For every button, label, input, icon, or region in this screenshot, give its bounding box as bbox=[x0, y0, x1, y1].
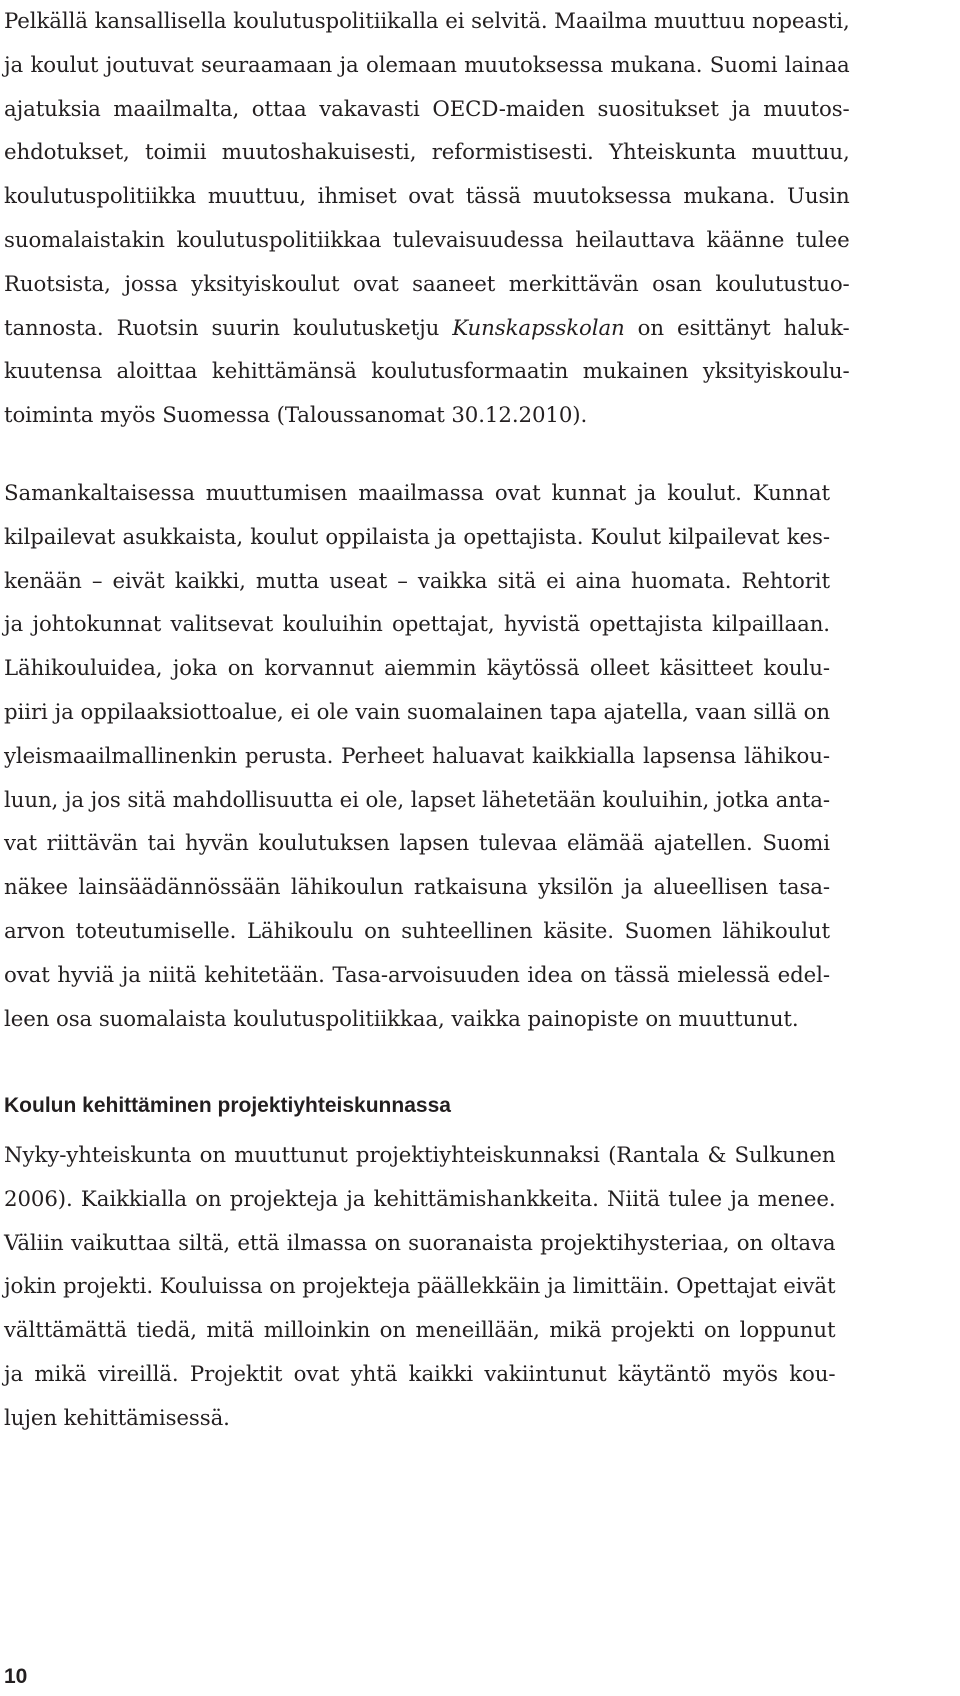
text-segment: vat riittävän tai hyvän koulutuksen lapsen tulevaa elämää ajatellen. Suomi bbox=[4, 831, 830, 857]
text-segment: kenään – eivät kaikki, mutta useat – vaikka sitä ei aina huomata. Rehtorit bbox=[4, 568, 830, 594]
text-line bbox=[4, 1178, 836, 1222]
text-line bbox=[4, 910, 830, 954]
text-segment: toiminta myös Suomessa (Taloussanomat 30.12.2010). bbox=[4, 403, 588, 429]
text-segment: on esittänyt haluk- bbox=[624, 315, 850, 341]
paragraph-3 bbox=[4, 1134, 836, 1441]
text-segment: Nyky-yhteiskunta on muuttunut projektiyhteiskunnaksi (Rantala & Sulkunen bbox=[4, 1143, 836, 1168]
text-line bbox=[4, 1134, 836, 1178]
text-line bbox=[4, 350, 850, 394]
text-segment: leen osa suomalaista koulutuspolitiikkaa, vaikka painopiste on muuttunut. bbox=[4, 1006, 799, 1032]
text-segment: ja koulut joutuvat seuraamaan ja olemaan muutoksessa mukana. Suomi lainaa bbox=[4, 52, 850, 78]
text-segment: tannosta. Ruotsin suurin koulutusketju bbox=[4, 315, 453, 341]
text-segment: ja mikä vireillä. Projektit ovat yhtä kaikki vakiintunut käytäntö myös kou- bbox=[4, 1361, 836, 1387]
text-line bbox=[4, 691, 830, 735]
text-line bbox=[4, 998, 830, 1042]
text-segment: luun, ja jos sitä mahdollisuutta ei ole, lapset lähetetään kouluihin, jotka anta- bbox=[4, 787, 830, 813]
text-line bbox=[4, 866, 830, 910]
text-line bbox=[4, 822, 830, 866]
text-segment: ajatuksia maailmalta, ottaa vakavasti OECD-maiden suositukset ja muutos- bbox=[4, 96, 850, 122]
text-segment: Samankaltaisessa muuttumisen maailmassa ovat kunnat ja koulut. Kunnat bbox=[4, 481, 830, 506]
text-line bbox=[4, 394, 850, 438]
text-segment: Lähikouluidea, joka on korvannut aiemmin käytössä olleet käsitteet koulu- bbox=[4, 656, 830, 682]
text-line bbox=[4, 1265, 836, 1309]
text-segment: jokin projekti. Kouluissa on projekteja päällekkäin ja limittäin. Opettajat eivät bbox=[4, 1274, 836, 1300]
text-line bbox=[4, 175, 850, 219]
text-segment: yleismaailmallinenkin perusta. Perheet haluavat kaikkialla lapsensa lähikou- bbox=[4, 743, 830, 769]
italic-text: Kunskapsskolan bbox=[452, 315, 625, 341]
text-line bbox=[4, 735, 830, 779]
text-line bbox=[4, 647, 830, 691]
text-segment: kilpailevat asukkaista, koulut oppilaista ja opettajista. Koulut kilpailevat kes- bbox=[4, 524, 830, 550]
text-segment: lujen kehittämisessä. bbox=[4, 1405, 230, 1431]
text-line bbox=[4, 1397, 836, 1441]
text-line bbox=[4, 88, 850, 132]
text-line bbox=[4, 263, 850, 307]
text-segment: ja johtokunnat valitsevat kouluihin opettajat, hyvistä opettajista kilpaillaan. bbox=[4, 612, 830, 638]
text-segment: ehdotukset, toimii muutoshakuisesti, reformistisesti. Yhteiskunta muuttuu, bbox=[4, 140, 850, 166]
text-line bbox=[4, 603, 830, 647]
text-line bbox=[4, 472, 830, 516]
text-line bbox=[4, 307, 850, 351]
text-segment: Pelkällä kansallisella koulutuspolitiikalla ei selvitä. Maailma muuttuu nopeasti, bbox=[4, 9, 850, 34]
text-line bbox=[4, 219, 850, 263]
text-segment: Ruotsista, jossa yksityiskoulut ovat saaneet merkittävän osan koulutustuo- bbox=[4, 271, 850, 297]
text-segment: arvon toteutumiselle. Lähikoulu on suhteellinen käsite. Suomen lähikoulut bbox=[4, 918, 830, 944]
text-line bbox=[4, 560, 830, 604]
text-line bbox=[4, 779, 830, 823]
text-segment: näkee lainsäädännössään lähikoulun ratkaisuna yksilön ja alueellisen tasa- bbox=[4, 875, 830, 901]
text-line bbox=[4, 516, 830, 560]
text-line bbox=[4, 1353, 836, 1397]
text-line bbox=[4, 0, 850, 44]
text-line bbox=[4, 1222, 836, 1266]
text-segment: Väliin vaikuttaa siltä, että ilmassa on suoranaista projektihysteriaa, on oltava bbox=[4, 1230, 836, 1256]
paragraph-2 bbox=[4, 472, 830, 1041]
text-segment: 2006). Kaikkialla on projekteja ja kehittämishankkeita. Niitä tulee ja menee. bbox=[4, 1186, 836, 1212]
text-segment: koulutuspolitiikka muuttuu, ihmiset ovat tässä muutoksessa mukana. Uusin bbox=[4, 184, 850, 210]
text-line bbox=[4, 44, 850, 88]
page-number: 10 bbox=[4, 1665, 28, 1688]
text-segment: kuutensa aloittaa kehittämänsä koulutusformaatin mukainen yksityiskoulu- bbox=[4, 359, 850, 385]
text-segment: suomalaistakin koulutuspolitiikkaa tulevaisuudessa heilauttava käänne tulee bbox=[4, 227, 850, 253]
text-segment: ovat hyviä ja niitä kehitetään. Tasa-arvoisuuden idea on tässä mielessä edel- bbox=[4, 962, 830, 988]
text-segment: välttämättä tiedä, mitä milloinkin on meneillään, mikä projekti on loppunut bbox=[4, 1318, 836, 1344]
paragraph-1 bbox=[4, 0, 850, 438]
text-segment: piiri ja oppilaaksiottoalue, ei ole vain suomalainen tapa ajatella, vaan sillä on bbox=[4, 699, 830, 725]
section-heading: Koulun kehittäminen projektiyhteiskunnassa bbox=[4, 1094, 451, 1117]
text-line bbox=[4, 131, 850, 175]
text-line bbox=[4, 1309, 836, 1353]
text-line bbox=[4, 954, 830, 998]
